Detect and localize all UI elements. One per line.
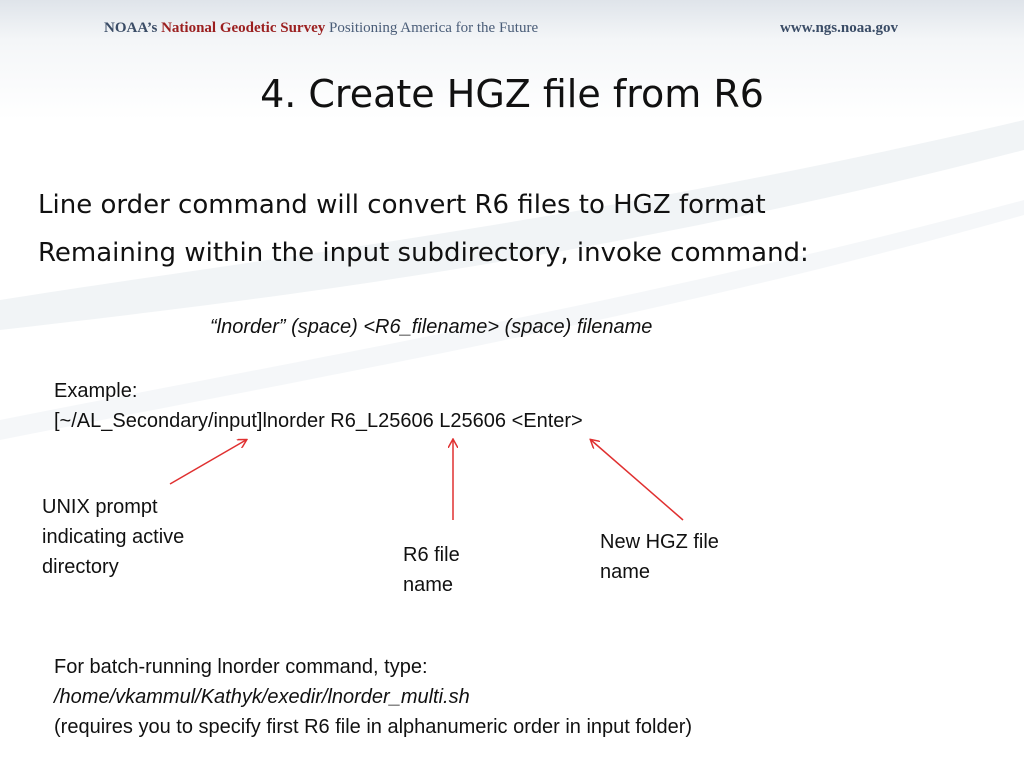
bullet-line-2: Remaining within the input subdirectory, invoke command: xyxy=(38,238,809,268)
callout-new-hgz: New HGZ file name xyxy=(600,531,719,583)
example-block xyxy=(54,376,583,436)
header-website: www.ngs.noaa.gov xyxy=(780,20,898,36)
slide-title: 4. Create HGZ file from R6 xyxy=(260,72,764,116)
batch-note: (requires you to specify first R6 file in alphanumeric order in input folder) xyxy=(54,716,693,738)
slide-header xyxy=(0,0,1024,58)
header-tagline: Positioning America for the Future xyxy=(328,20,539,36)
batch-block xyxy=(54,652,692,742)
callout-unix-prompt: UNIX prompt indicating active directory xyxy=(42,496,185,578)
header-brand: National Geodetic Survey xyxy=(161,20,326,36)
batch-script-path: /home/vkammul/Kathyk/exedir/lnorder_multi.sh xyxy=(54,686,470,708)
callout-r6-file: R6 file name xyxy=(403,544,460,596)
example-label: Example: xyxy=(54,380,138,402)
header-banner xyxy=(104,20,538,37)
header-org: NOAA’s xyxy=(104,20,158,36)
command-syntax: “lnorder” (space) <R6_filename> (space) filename xyxy=(210,316,653,338)
example-command: [~/AL_Secondary/input]lnorder R6_L25606 L25606 <Enter> xyxy=(54,410,583,432)
bullet-line-1: Line order command will convert R6 files to HGZ format xyxy=(38,190,766,220)
batch-instruction: For batch-running lnorder command, type: xyxy=(54,656,428,678)
